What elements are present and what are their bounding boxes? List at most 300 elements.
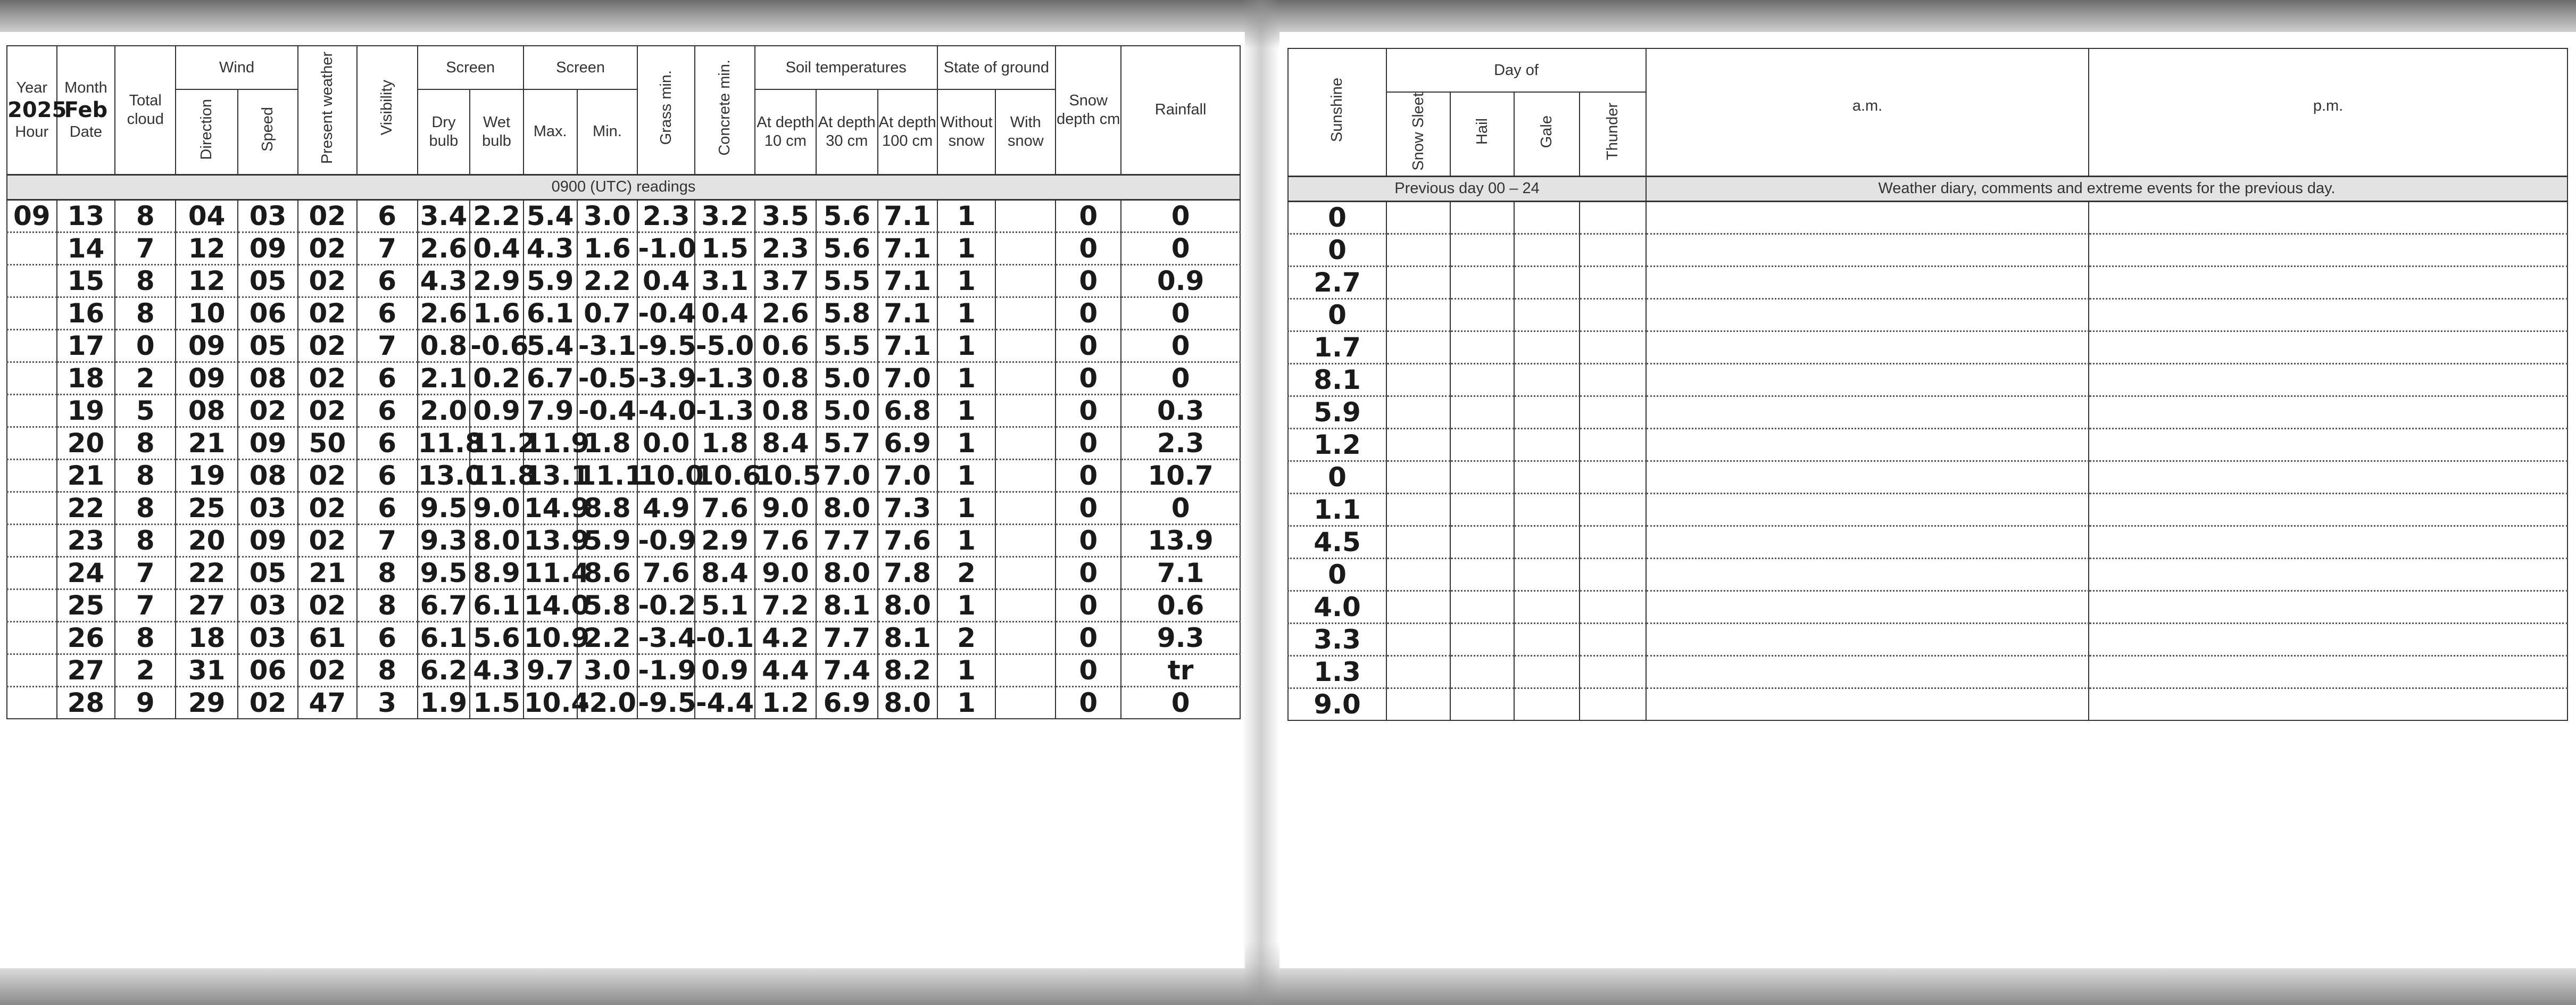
with-snow-cell xyxy=(995,524,1056,557)
total-cloud-cell: 8 xyxy=(115,427,176,459)
snow-depth-cell: 0 xyxy=(1056,492,1121,524)
hour-cell xyxy=(7,524,57,557)
soil-30cm-cell: 5.0 xyxy=(816,394,878,427)
diary-row xyxy=(1288,396,2567,428)
diary-row xyxy=(1288,201,2567,234)
snow-depth-cell: 0 xyxy=(1056,394,1121,427)
present-weather-cell: 02 xyxy=(298,589,357,621)
readings-banner: 0900 (UTC) readings xyxy=(7,175,1240,200)
pm-header: p.m. xyxy=(2089,48,2567,176)
with-snow-cell xyxy=(995,557,1056,589)
gale-cell xyxy=(1514,591,1580,623)
wind-direction-cell: 22 xyxy=(176,557,238,589)
rainfall-header: Rainfall xyxy=(1121,46,1240,175)
diary-row xyxy=(1288,655,2567,688)
screen-max-cell: 6.7 xyxy=(523,362,577,394)
soil-10cm-cell: 3.7 xyxy=(755,264,816,297)
pm-diary-cell xyxy=(2089,428,2567,461)
total-cloud-cell: 8 xyxy=(115,492,176,524)
hail-cell xyxy=(1450,428,1514,461)
screen-min-cell: 5.8 xyxy=(577,589,638,621)
with-snow-cell xyxy=(995,589,1056,621)
snow-sleet-cell xyxy=(1386,298,1450,331)
thunder-cell xyxy=(1580,526,1646,558)
thunder-cell xyxy=(1580,493,1646,526)
with-snow-header: With snow xyxy=(995,89,1056,175)
sunshine-cell: 2.7 xyxy=(1288,266,1386,298)
gale-cell xyxy=(1514,201,1580,234)
observation-row xyxy=(7,329,1240,362)
grass-min-cell: -0.9 xyxy=(638,525,696,556)
soil-30cm-header: At depth 30 cm xyxy=(816,89,878,175)
thunder-cell xyxy=(1580,298,1646,331)
am-diary-cell xyxy=(1646,688,2089,720)
am-diary-cell xyxy=(1646,396,2089,428)
am-diary-cell xyxy=(1646,331,2089,363)
visibility-header: Visibility xyxy=(357,46,418,175)
rainfall-cell: 0 xyxy=(1121,362,1240,394)
observation-row xyxy=(7,200,1240,232)
grass-min-cell: -3.9 xyxy=(638,362,696,394)
snow-depth-cell: 0 xyxy=(1056,589,1121,621)
snow-sleet-cell xyxy=(1386,363,1450,396)
wet-bulb-cell: 2.2 xyxy=(470,200,523,232)
observation-row xyxy=(7,427,1240,459)
snow-depth-cell: 0 xyxy=(1056,459,1121,492)
without-snow-cell: 1 xyxy=(937,654,996,686)
with-snow-cell xyxy=(995,621,1056,654)
screen-max-cell: 5.4 xyxy=(523,329,577,362)
diary-row xyxy=(1288,688,2567,720)
diary-row xyxy=(1288,558,2567,591)
soil-100cm-cell: 7.1 xyxy=(878,200,937,232)
hail-cell xyxy=(1450,591,1514,623)
total-cloud-cell: 2 xyxy=(115,362,176,394)
snow-sleet-header: Snow Sleet xyxy=(1386,92,1450,176)
grass-min-cell: 0.0 xyxy=(637,427,695,459)
observation-log-table xyxy=(6,45,1241,719)
snow-depth-cell: 0 xyxy=(1056,557,1121,589)
snow-depth-cell: 0 xyxy=(1056,621,1121,654)
observation-row xyxy=(7,686,1240,719)
wind-speed-cell: 09 xyxy=(238,524,298,557)
snow-sleet-cell xyxy=(1386,266,1450,298)
total-cloud-cell: 8 xyxy=(115,264,176,297)
screen-max-cell: 5.4 xyxy=(523,200,577,232)
wind-speed-cell: 08 xyxy=(238,459,298,492)
wind-speed-cell: 08 xyxy=(238,362,298,394)
present-weather-cell: 02 xyxy=(298,654,357,686)
grass-min-cell: -4.0 xyxy=(638,395,696,426)
observation-row xyxy=(7,362,1240,394)
observation-rows xyxy=(7,200,1240,719)
diary-row xyxy=(1288,623,2567,655)
wind-speed-header: Speed xyxy=(238,89,298,175)
am-diary-cell xyxy=(1646,298,2089,331)
sunshine-cell: 0 xyxy=(1288,461,1386,493)
soil-100cm-cell: 7.1 xyxy=(878,232,937,264)
soil-10cm-cell: 0.8 xyxy=(755,362,816,394)
hail-cell xyxy=(1450,558,1514,591)
thunder-cell xyxy=(1580,396,1646,428)
dry-bulb-cell: 6.1 xyxy=(418,621,470,654)
screen-min-cell: 0.7 xyxy=(577,297,638,329)
month-date-header: Month Feb Date xyxy=(57,46,115,175)
soil-30cm-cell: 5.7 xyxy=(816,427,878,459)
date-cell: 13 xyxy=(57,200,115,232)
screen-min-cell: 8.6 xyxy=(577,557,638,589)
visibility-cell: 6 xyxy=(357,394,418,427)
grass-min-cell: -3.4 xyxy=(638,622,696,653)
snow-depth-cell: 0 xyxy=(1056,362,1121,394)
visibility-cell: 3 xyxy=(357,686,418,719)
gale-cell xyxy=(1514,558,1580,591)
screen-max-cell: 11.4 xyxy=(523,557,590,588)
grass-min-cell: 10.0 xyxy=(638,460,704,491)
wind-direction-cell: 25 xyxy=(176,492,238,524)
wind-speed-cell: 03 xyxy=(238,200,298,232)
visibility-cell: 7 xyxy=(357,329,418,362)
gale-cell xyxy=(1514,461,1580,493)
soil-10cm-cell: 3.5 xyxy=(755,200,816,232)
screen-max-cell: 5.9 xyxy=(523,264,577,297)
soil-100cm-cell: 7.6 xyxy=(878,524,937,557)
sunshine-cell: 1.7 xyxy=(1288,331,1386,363)
observation-row xyxy=(7,621,1240,654)
soil-30cm-cell: 7.0 xyxy=(816,459,878,492)
wet-bulb-cell: 2.9 xyxy=(470,264,523,297)
hour-cell xyxy=(7,362,57,394)
diary-row xyxy=(1288,526,2567,558)
hour-cell xyxy=(7,427,57,459)
visibility-cell: 6 xyxy=(357,459,418,492)
total-cloud-cell: 8 xyxy=(115,297,176,329)
screen-max-cell: 10.9 xyxy=(523,622,590,653)
present-weather-cell: 21 xyxy=(298,557,357,589)
without-snow-cell: 1 xyxy=(937,459,996,492)
wet-bulb-cell: 9.0 xyxy=(470,492,523,524)
am-diary-cell xyxy=(1646,201,2089,234)
with-snow-cell xyxy=(995,427,1056,459)
rainfall-cell: 0.6 xyxy=(1121,589,1240,621)
snow-sleet-cell xyxy=(1386,558,1450,591)
hail-cell xyxy=(1450,298,1514,331)
soil-100cm-cell: 8.0 xyxy=(878,589,937,621)
dry-bulb-cell: 9.5 xyxy=(418,492,470,524)
total-cloud-header: Total cloud xyxy=(115,46,176,175)
snow-depth-cell: 0 xyxy=(1056,329,1121,362)
visibility-cell: 8 xyxy=(357,557,418,589)
handwritten-year: 2025 xyxy=(7,97,67,122)
without-snow-header: Without snow xyxy=(937,89,996,175)
hour-cell xyxy=(7,264,57,297)
soil-10cm-cell: 7.6 xyxy=(755,524,816,557)
wet-bulb-cell: 0.9 xyxy=(470,394,523,427)
sunshine-cell: 5.9 xyxy=(1288,396,1386,428)
wind-speed-cell: 03 xyxy=(238,621,298,654)
soil-30cm-cell: 8.0 xyxy=(816,557,878,589)
wet-bulb-header: Wet bulb xyxy=(470,89,523,175)
snow-sleet-cell xyxy=(1386,234,1450,266)
pm-diary-cell xyxy=(2089,591,2567,623)
with-snow-cell xyxy=(995,459,1056,492)
left-page xyxy=(0,32,1245,968)
diary-row xyxy=(1288,331,2567,363)
rainfall-cell: 13.9 xyxy=(1121,524,1240,557)
hail-cell xyxy=(1450,363,1514,396)
wet-bulb-cell: 11.8 xyxy=(470,460,536,491)
screen-max-cell: 13.1 xyxy=(523,460,590,491)
concrete-min-cell: 2.9 xyxy=(695,524,755,557)
date-cell: 25 xyxy=(57,589,115,621)
without-snow-cell: 1 xyxy=(937,329,996,362)
screen-max-cell: 6.1 xyxy=(523,297,577,329)
diary-row xyxy=(1288,591,2567,623)
am-diary-cell xyxy=(1646,493,2089,526)
wind-direction-cell: 20 xyxy=(176,524,238,557)
present-weather-cell: 02 xyxy=(298,200,357,232)
soil-100cm-cell: 6.9 xyxy=(878,427,937,459)
dry-bulb-cell: 1.9 xyxy=(418,686,470,719)
diary-row xyxy=(1288,266,2567,298)
dry-bulb-cell: 11.8 xyxy=(418,427,484,459)
thunder-cell xyxy=(1580,428,1646,461)
soil-temperatures-header: Soil temperatures xyxy=(755,46,937,89)
sunshine-cell: 4.0 xyxy=(1288,591,1386,623)
sunshine-cell: 0 xyxy=(1288,298,1386,331)
soil-30cm-cell: 7.7 xyxy=(816,621,878,654)
wet-bulb-cell: 1.5 xyxy=(470,686,523,719)
snow-sleet-cell xyxy=(1386,396,1450,428)
present-weather-cell: 47 xyxy=(298,686,357,719)
sunshine-cell: 4.5 xyxy=(1288,526,1386,558)
soil-30cm-cell: 5.5 xyxy=(816,264,878,297)
present-weather-cell: 02 xyxy=(298,264,357,297)
observation-row xyxy=(7,394,1240,427)
hail-cell xyxy=(1450,493,1514,526)
grass-min-header: Grass min. xyxy=(637,46,695,175)
grass-min-cell: 2.3 xyxy=(637,200,695,232)
sunshine-cell: 0 xyxy=(1288,234,1386,266)
concrete-min-cell: -4.4 xyxy=(695,687,754,718)
soil-30cm-cell: 5.8 xyxy=(816,297,878,329)
wet-bulb-cell: -0.6 xyxy=(470,330,529,361)
rainfall-cell: 0 xyxy=(1121,297,1240,329)
rainfall-cell: 7.1 xyxy=(1121,557,1240,589)
soil-30cm-cell: 7.4 xyxy=(816,654,878,686)
gale-cell xyxy=(1514,493,1580,526)
right-page xyxy=(1279,32,2576,968)
dry-bulb-cell: 6.2 xyxy=(418,654,470,686)
state-of-ground-header: State of ground xyxy=(937,46,1056,89)
soil-30cm-cell: 7.7 xyxy=(816,524,878,557)
wind-speed-cell: 03 xyxy=(238,589,298,621)
handwritten-month: Feb xyxy=(64,97,108,122)
wind-direction-cell: 10 xyxy=(176,297,238,329)
wind-speed-cell: 05 xyxy=(238,264,298,297)
wet-bulb-cell: 5.6 xyxy=(470,621,523,654)
soil-100cm-cell: 8.0 xyxy=(878,686,937,719)
total-cloud-cell: 2 xyxy=(115,654,176,686)
rainfall-cell: 10.7 xyxy=(1121,459,1240,492)
dry-bulb-cell: 2.6 xyxy=(418,297,470,329)
thunder-cell xyxy=(1580,201,1646,234)
soil-100cm-cell: 7.1 xyxy=(878,329,937,362)
wind-direction-cell: 09 xyxy=(176,329,238,362)
hour-cell xyxy=(7,589,57,621)
soil-30cm-cell: 8.1 xyxy=(816,589,878,621)
date-cell: 20 xyxy=(57,427,115,459)
wet-bulb-cell: 8.9 xyxy=(470,557,523,589)
total-cloud-cell: 5 xyxy=(115,394,176,427)
concrete-min-cell: 0.9 xyxy=(695,654,755,686)
pm-diary-cell xyxy=(2089,526,2567,558)
hour-cell xyxy=(7,297,57,329)
gale-cell xyxy=(1514,331,1580,363)
diary-rows xyxy=(1288,201,2567,720)
thunder-cell xyxy=(1580,461,1646,493)
dry-bulb-cell: 2.6 xyxy=(418,232,470,264)
present-weather-cell: 02 xyxy=(298,524,357,557)
wet-bulb-cell: 8.0 xyxy=(470,524,523,557)
observation-row xyxy=(7,297,1240,329)
pm-diary-cell xyxy=(2089,266,2567,298)
date-cell: 19 xyxy=(57,394,115,427)
visibility-cell: 7 xyxy=(357,524,418,557)
hour-cell xyxy=(7,557,57,589)
screen-min-cell: 3.0 xyxy=(577,200,638,232)
gale-cell xyxy=(1514,655,1580,688)
rainfall-cell: 0 xyxy=(1121,200,1240,232)
snow-depth-cell: 0 xyxy=(1056,427,1121,459)
present-weather-cell: 02 xyxy=(298,362,357,394)
concrete-min-cell: 8.4 xyxy=(695,557,755,589)
snow-sleet-cell xyxy=(1386,526,1450,558)
snow-sleet-cell xyxy=(1386,591,1450,623)
rainfall-cell: 0.3 xyxy=(1121,394,1240,427)
snow-depth-cell: 0 xyxy=(1056,264,1121,297)
date-cell: 14 xyxy=(57,232,115,264)
rainfall-cell: 2.3 xyxy=(1121,427,1240,459)
soil-100cm-cell: 7.3 xyxy=(878,492,937,524)
snow-sleet-cell xyxy=(1386,428,1450,461)
thunder-cell xyxy=(1580,266,1646,298)
total-cloud-cell: 0 xyxy=(115,329,176,362)
grass-min-cell: 0.4 xyxy=(637,264,695,297)
concrete-min-cell: 5.1 xyxy=(695,589,755,621)
visibility-cell: 6 xyxy=(357,427,418,459)
wind-direction-cell: 19 xyxy=(176,459,238,492)
soil-100cm-cell: 6.8 xyxy=(878,394,937,427)
visibility-cell: 6 xyxy=(357,621,418,654)
soil-10cm-cell: 4.2 xyxy=(755,621,816,654)
without-snow-cell: 1 xyxy=(937,524,996,557)
screen-min-cell: -0.4 xyxy=(577,394,638,427)
sunshine-cell: 0 xyxy=(1288,201,1386,234)
total-cloud-cell: 7 xyxy=(115,232,176,264)
soil-10cm-cell: 4.4 xyxy=(755,654,816,686)
wind-speed-cell: 09 xyxy=(238,232,298,264)
soil-100cm-cell: 8.1 xyxy=(878,621,937,654)
thunder-cell xyxy=(1580,688,1646,720)
gale-cell xyxy=(1514,266,1580,298)
hail-cell xyxy=(1450,461,1514,493)
concrete-min-cell: -1.3 xyxy=(695,395,754,426)
date-cell: 21 xyxy=(57,459,115,492)
date-cell: 23 xyxy=(57,524,115,557)
am-header: a.m. xyxy=(1646,48,2089,176)
pm-diary-cell xyxy=(2089,331,2567,363)
total-cloud-cell: 8 xyxy=(115,524,176,557)
hour-cell xyxy=(7,232,57,264)
hail-cell xyxy=(1450,688,1514,720)
dry-bulb-cell: 2.1 xyxy=(418,362,470,394)
screen-max-header: Max. xyxy=(523,89,577,175)
rainfall-cell: tr xyxy=(1121,654,1240,686)
screen-max-cell: 14.0 xyxy=(523,589,590,621)
pm-diary-cell xyxy=(2089,363,2567,396)
present-weather-cell: 02 xyxy=(298,394,357,427)
pm-diary-cell xyxy=(2089,558,2567,591)
wet-bulb-cell: 1.6 xyxy=(470,297,523,329)
screen-min-cell: 8.8 xyxy=(577,492,638,524)
soil-10cm-cell: 9.0 xyxy=(755,557,816,589)
dry-bulb-cell: 3.4 xyxy=(418,200,470,232)
present-weather-cell: 02 xyxy=(298,459,357,492)
screen-max-cell: 9.7 xyxy=(523,654,577,686)
with-snow-cell xyxy=(995,492,1056,524)
dry-bulb-header: Dry bulb xyxy=(418,89,470,175)
concrete-min-cell: -1.3 xyxy=(695,362,754,394)
weather-diary-table xyxy=(1287,48,2568,721)
screen-max-cell: 11.9 xyxy=(523,427,590,459)
thunder-header: Thunder xyxy=(1580,92,1646,176)
thunder-cell xyxy=(1580,363,1646,396)
soil-10cm-cell: 0.6 xyxy=(755,329,816,362)
soil-10cm-cell: 7.2 xyxy=(755,589,816,621)
without-snow-cell: 1 xyxy=(937,686,996,719)
sunshine-cell: 3.3 xyxy=(1288,623,1386,655)
soil-100cm-cell: 7.0 xyxy=(878,459,937,492)
snow-depth-cell: 0 xyxy=(1056,232,1121,264)
screen-min-cell: 1.8 xyxy=(577,427,638,459)
hail-cell xyxy=(1450,201,1514,234)
snow-depth-cell: 0 xyxy=(1056,297,1121,329)
sunshine-cell: 8.1 xyxy=(1288,363,1386,396)
date-cell: 16 xyxy=(57,297,115,329)
sunshine-cell: 9.0 xyxy=(1288,688,1386,720)
total-cloud-cell: 7 xyxy=(115,589,176,621)
pm-diary-cell xyxy=(2089,234,2567,266)
with-snow-cell xyxy=(995,362,1056,394)
hail-cell xyxy=(1450,266,1514,298)
grass-min-cell: -1.0 xyxy=(638,232,696,264)
date-cell: 24 xyxy=(57,557,115,589)
dry-bulb-cell: 2.0 xyxy=(418,394,470,427)
soil-10cm-header: At depth 10 cm xyxy=(755,89,816,175)
screen-min-cell: 5.9 xyxy=(577,524,638,557)
dry-bulb-cell: 9.5 xyxy=(418,557,470,589)
thunder-cell xyxy=(1580,558,1646,591)
wind-speed-cell: 02 xyxy=(238,394,298,427)
screen-max-cell: 7.9 xyxy=(523,394,577,427)
concrete-min-cell: 10.6 xyxy=(695,460,761,491)
soil-10cm-cell: 2.6 xyxy=(755,297,816,329)
soil-30cm-cell: 5.6 xyxy=(816,232,878,264)
rainfall-cell: 0 xyxy=(1121,686,1240,719)
thunder-cell xyxy=(1580,623,1646,655)
book-gutter xyxy=(1242,0,1279,1005)
